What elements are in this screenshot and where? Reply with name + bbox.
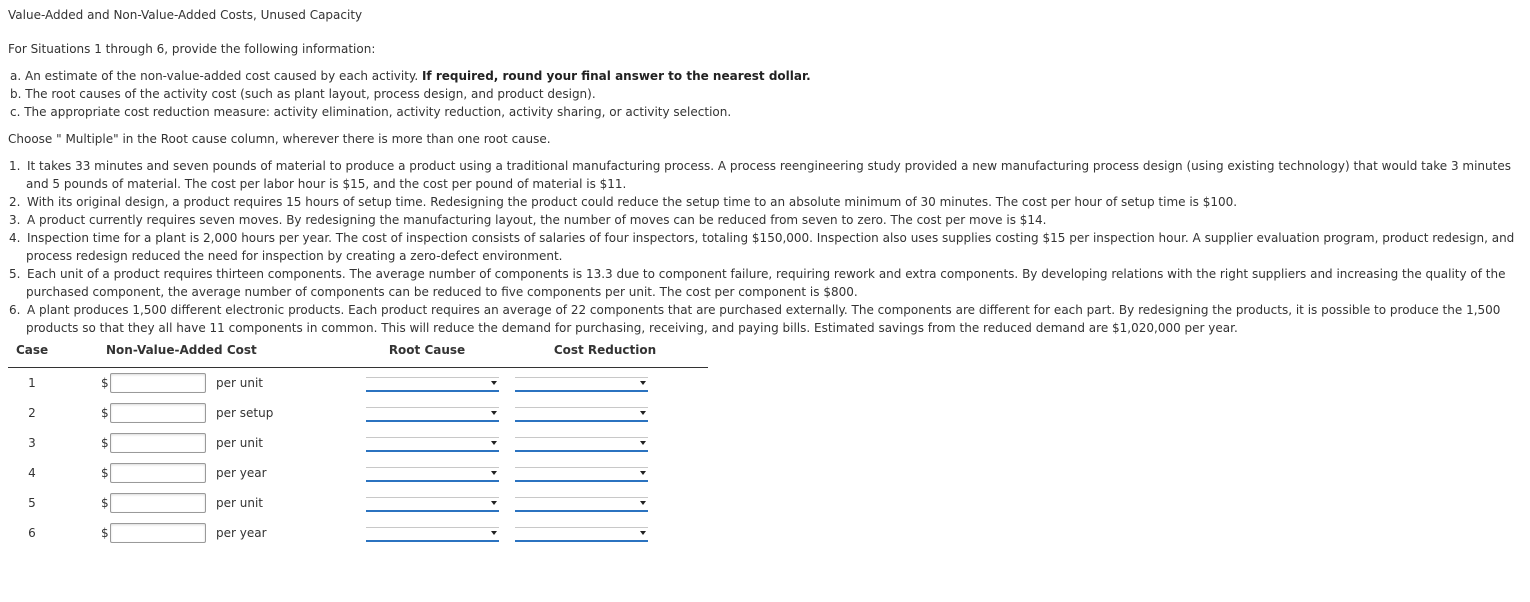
intro-text: For Situations 1 through 6, provide the following information: <box>8 42 376 56</box>
root-cause-select[interactable] <box>366 407 499 422</box>
case-number: 6 <box>28 526 36 540</box>
chevron-down-icon <box>640 381 646 385</box>
situations-list <box>8 157 1522 337</box>
chevron-down-icon <box>491 531 497 535</box>
nva-cost-input[interactable] <box>110 493 206 513</box>
situation-3 <box>8 211 1522 229</box>
situation-4 <box>8 229 1522 265</box>
table-row <box>8 428 708 458</box>
situation-1 <box>8 157 1522 193</box>
root-cause-cell <box>352 518 502 548</box>
situation-text: With its original design, a product requires 15 hours of setup time. Redesigning the product could reduce the setup time to an absolute minimum of 30 minutes. The cost per hour of setup time is $100. <box>27 195 1238 209</box>
cost-reduction-cell <box>502 458 708 488</box>
part-a-text: a. An estimate of the non-value-added cost caused by each activity. <box>10 69 422 83</box>
unit-label: per setup <box>216 405 274 420</box>
unit-label: per unit <box>216 375 263 390</box>
chevron-down-icon <box>491 471 497 475</box>
situation-number: 5. <box>9 267 21 281</box>
cost-reduction-cell <box>502 428 708 458</box>
situation-number: 3. <box>9 213 21 227</box>
part-b-text: b. The root causes of the activity cost (such as plant layout, process design, and product design). <box>10 87 596 101</box>
header-root-cause: Root Cause <box>352 343 502 368</box>
cost-reduction-cell <box>502 518 708 548</box>
dollar-sign: $ <box>101 465 109 480</box>
cost-reduction-select[interactable] <box>515 407 648 422</box>
case-number: 3 <box>28 436 36 450</box>
nva-cell <box>64 398 352 428</box>
chevron-down-icon <box>491 501 497 505</box>
nva-cost-input[interactable] <box>110 523 206 543</box>
answer-table-header <box>8 343 708 368</box>
nva-cell <box>64 428 352 458</box>
chevron-down-icon <box>640 531 646 535</box>
case-number: 2 <box>28 406 36 420</box>
root-cause-select[interactable] <box>366 437 499 452</box>
root-cause-select[interactable] <box>366 527 499 542</box>
problem-title: Value-Added and Non-Value-Added Costs, Unused Capacity <box>8 8 363 22</box>
nva-cell <box>64 518 352 548</box>
part-a <box>8 67 1522 85</box>
nva-cost-input[interactable] <box>110 463 206 483</box>
chevron-down-icon <box>491 441 497 445</box>
dollar-sign: $ <box>101 375 109 390</box>
table-row <box>8 488 708 518</box>
part-a-rounding-note: If required, round your final answer to the nearest dollar. <box>421 69 811 83</box>
part-c <box>8 103 1522 121</box>
cost-reduction-select[interactable] <box>515 437 648 452</box>
root-cause-cell <box>352 398 502 428</box>
situation-text: A plant produces 1,500 different electronic products. Each product requires an average of 22 components that are purchased externally. The components are different for each part. By redesigning the products, it is possible to produce the 1,500 products so that they all have 11 components in common. This will reduce the demand for purchasing, receiving, and paying bills. Estimated savings from the reduced demand are $1,020,000 per year. <box>26 303 1501 335</box>
dollar-sign: $ <box>101 495 109 510</box>
root-cause-select[interactable] <box>366 497 499 512</box>
situation-number: 4. <box>9 231 21 245</box>
part-b <box>8 85 1522 103</box>
root-cause-select[interactable] <box>366 377 499 392</box>
nva-cell <box>64 488 352 518</box>
table-row <box>8 398 708 428</box>
table-row <box>8 518 708 548</box>
chevron-down-icon <box>491 381 497 385</box>
header-case: Case <box>8 343 64 368</box>
situation-6 <box>8 301 1522 337</box>
case-number: 4 <box>28 466 36 480</box>
situation-text: A product currently requires seven moves. By redesigning the manufacturing layout, the number of moves can be reduced from seven to zero. The cost per move is $14. <box>27 213 1047 227</box>
cost-reduction-select[interactable] <box>515 467 648 482</box>
unit-label: per year <box>216 525 267 540</box>
nva-cell <box>64 368 352 399</box>
chevron-down-icon <box>640 471 646 475</box>
situation-number: 2. <box>9 195 21 209</box>
situation-number: 1. <box>9 159 21 173</box>
chevron-down-icon <box>640 441 646 445</box>
unit-label: per unit <box>216 435 263 450</box>
root-cause-cell <box>352 458 502 488</box>
chevron-down-icon <box>640 501 646 505</box>
nva-cost-input[interactable] <box>110 403 206 423</box>
cost-reduction-select[interactable] <box>515 377 648 392</box>
situation-text: Inspection time for a plant is 2,000 hours per year. The cost of inspection consists of salaries of four inspectors, totaling $150,000. Inspection also uses supplies costing $15 per inspection hour. A supplier evaluation program, product redesign, and process redesign reduced the need for inspection by creating a zero-defect environment. <box>26 231 1515 263</box>
unit-label: per year <box>216 465 267 480</box>
root-cause-select[interactable] <box>366 467 499 482</box>
unit-label: per unit <box>216 495 263 510</box>
case-number: 5 <box>28 496 36 510</box>
answer-table <box>8 343 708 548</box>
dollar-sign: $ <box>101 435 109 450</box>
situation-number: 6. <box>9 303 21 317</box>
nva-cost-input[interactable] <box>110 433 206 453</box>
root-cause-cell <box>352 368 502 399</box>
dollar-sign: $ <box>101 525 109 540</box>
cost-reduction-cell <box>502 398 708 428</box>
nva-cell <box>64 458 352 488</box>
chevron-down-icon <box>640 411 646 415</box>
cost-reduction-select[interactable] <box>515 527 648 542</box>
required-parts <box>8 67 1522 121</box>
choose-note: Choose " Multiple" in the Root cause column, wherever there is more than one root cause. <box>8 132 551 146</box>
case-number: 1 <box>28 376 36 390</box>
situation-2 <box>8 193 1522 211</box>
cost-reduction-cell <box>502 368 708 399</box>
situation-5 <box>8 265 1522 301</box>
dollar-sign: $ <box>101 405 109 420</box>
root-cause-cell <box>352 428 502 458</box>
situation-text: It takes 33 minutes and seven pounds of material to produce a product using a traditional manufacturing process. A process reengineering study provided a new manufacturing process design (using existing technology) that would take 3 minutes and 5 pounds of material. The cost per labor hour is $15, and the cost per pound of material is $11. <box>26 159 1511 191</box>
table-row <box>8 368 708 399</box>
header-non-value-added-cost: Non-Value-Added Cost <box>64 343 352 368</box>
chevron-down-icon <box>491 411 497 415</box>
header-cost-reduction: Cost Reduction <box>502 343 708 368</box>
cost-reduction-select[interactable] <box>515 497 648 512</box>
part-c-text: c. The appropriate cost reduction measure: activity elimination, activity reduction, activity sharing, or activity selection. <box>10 105 732 119</box>
nva-cost-input[interactable] <box>110 373 206 393</box>
table-row <box>8 458 708 488</box>
cost-reduction-cell <box>502 488 708 518</box>
root-cause-cell <box>352 488 502 518</box>
situation-text: Each unit of a product requires thirteen components. The average number of components is 13.3 due to component failure, requiring rework and extra components. By developing relations with the right suppliers and increasing the quality of the purchased component, the average number of components can be reduced to five components per unit. The cost per component is $800. <box>26 267 1506 299</box>
